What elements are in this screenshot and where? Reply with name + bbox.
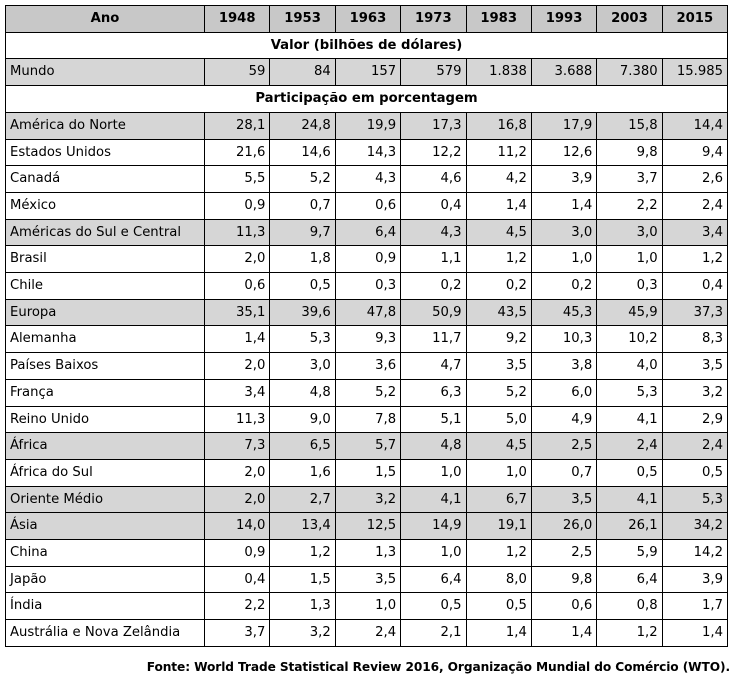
value-cell: 12,6 bbox=[531, 139, 596, 166]
row-label: Países Baixos bbox=[6, 353, 205, 380]
value-cell: 9,2 bbox=[466, 326, 531, 353]
value-cell: 26,1 bbox=[597, 513, 662, 540]
value-cell: 0,6 bbox=[531, 593, 596, 620]
value-cell: 26,0 bbox=[531, 513, 596, 540]
row-label: Brasil bbox=[6, 246, 205, 273]
value-cell: 43,5 bbox=[466, 299, 531, 326]
value-cell: 2,0 bbox=[205, 459, 270, 486]
trade-table-container bbox=[5, 5, 730, 674]
value-cell: 14,4 bbox=[662, 112, 727, 139]
value-cell: 1,0 bbox=[531, 246, 596, 273]
value-cell: 47,8 bbox=[335, 299, 400, 326]
value-cell: 9,0 bbox=[270, 406, 335, 433]
row-label-mundo: Mundo bbox=[6, 59, 205, 86]
value-cell: 0,5 bbox=[466, 593, 531, 620]
table-row bbox=[6, 112, 728, 139]
header-row bbox=[6, 6, 728, 33]
value-cell: 1,2 bbox=[662, 246, 727, 273]
table-row bbox=[6, 379, 728, 406]
value-cell: 4,1 bbox=[597, 406, 662, 433]
value-cell: 4,6 bbox=[401, 166, 466, 193]
table-row bbox=[6, 326, 728, 353]
row-label: Chile bbox=[6, 273, 205, 300]
export-share-table bbox=[5, 5, 728, 647]
source-caption: Fonte: World Trade Statistical Review 2016, Organização Mundial do Comércio (WTO). bbox=[146, 660, 730, 674]
year-header-1973: 1973 bbox=[401, 6, 466, 33]
value-cell: 5,7 bbox=[335, 433, 400, 460]
value-cell: 6,7 bbox=[466, 486, 531, 513]
table-row bbox=[6, 620, 728, 647]
value-cell: 4,5 bbox=[466, 433, 531, 460]
value-cell: 4,2 bbox=[466, 166, 531, 193]
value-cell: 11,7 bbox=[401, 326, 466, 353]
value-cell: 50,9 bbox=[401, 299, 466, 326]
value-cell: 5,9 bbox=[597, 540, 662, 567]
value-cell: 11,3 bbox=[205, 219, 270, 246]
value-cell: 5,2 bbox=[335, 379, 400, 406]
value-cell: 1,0 bbox=[597, 246, 662, 273]
value-cell: 1,0 bbox=[401, 540, 466, 567]
value-cell: 1,4 bbox=[531, 620, 596, 647]
value-cell: 1,4 bbox=[466, 620, 531, 647]
value-cell: 39,6 bbox=[270, 299, 335, 326]
value-cell: 0,2 bbox=[401, 273, 466, 300]
value-cell: 8,0 bbox=[466, 566, 531, 593]
value-cell: 1,4 bbox=[662, 620, 727, 647]
value-cell: 1,0 bbox=[335, 593, 400, 620]
value-cell: 0,8 bbox=[597, 593, 662, 620]
value-cell: 17,3 bbox=[401, 112, 466, 139]
value-cell: 2,4 bbox=[597, 433, 662, 460]
world-value-cell: 59 bbox=[205, 59, 270, 86]
value-cell: 0,5 bbox=[662, 459, 727, 486]
value-cell: 17,9 bbox=[531, 112, 596, 139]
value-cell: 34,2 bbox=[662, 513, 727, 540]
value-cell: 9,8 bbox=[597, 139, 662, 166]
year-header-1948: 1948 bbox=[205, 6, 270, 33]
row-label: América do Norte bbox=[6, 112, 205, 139]
value-cell: 4,1 bbox=[597, 486, 662, 513]
world-value-cell: 15.985 bbox=[662, 59, 727, 86]
value-cell: 10,2 bbox=[597, 326, 662, 353]
value-cell: 2,4 bbox=[662, 192, 727, 219]
value-cell: 9,4 bbox=[662, 139, 727, 166]
value-cell: 2,4 bbox=[662, 433, 727, 460]
value-cell: 0,7 bbox=[270, 192, 335, 219]
value-cell: 16,8 bbox=[466, 112, 531, 139]
year-header-cell: Ano bbox=[6, 6, 205, 33]
value-cell: 6,3 bbox=[401, 379, 466, 406]
row-label: Austrália e Nova Zelândia bbox=[6, 620, 205, 647]
world-value-cell: 579 bbox=[401, 59, 466, 86]
year-header-1993: 1993 bbox=[531, 6, 596, 33]
row-label: Europa bbox=[6, 299, 205, 326]
value-cell: 14,3 bbox=[335, 139, 400, 166]
value-cell: 5,3 bbox=[270, 326, 335, 353]
value-cell: 3,8 bbox=[531, 353, 596, 380]
row-label: China bbox=[6, 540, 205, 567]
table-row bbox=[6, 246, 728, 273]
table-body bbox=[6, 6, 728, 647]
world-value-cell: 3.688 bbox=[531, 59, 596, 86]
value-cell: 1,0 bbox=[401, 459, 466, 486]
year-header-2015: 2015 bbox=[662, 6, 727, 33]
table-row bbox=[6, 353, 728, 380]
value-cell: 4,3 bbox=[401, 219, 466, 246]
value-cell: 6,4 bbox=[597, 566, 662, 593]
value-cell: 45,9 bbox=[597, 299, 662, 326]
value-cell: 4,0 bbox=[597, 353, 662, 380]
value-cell: 4,8 bbox=[401, 433, 466, 460]
value-cell: 6,5 bbox=[270, 433, 335, 460]
value-cell: 4,8 bbox=[270, 379, 335, 406]
value-cell: 19,1 bbox=[466, 513, 531, 540]
value-cell: 3,6 bbox=[335, 353, 400, 380]
world-value-cell: 157 bbox=[335, 59, 400, 86]
value-cell: 0,3 bbox=[335, 273, 400, 300]
value-cell: 4,7 bbox=[401, 353, 466, 380]
value-cell: 7,8 bbox=[335, 406, 400, 433]
value-cell: 1,5 bbox=[270, 566, 335, 593]
value-cell: 13,4 bbox=[270, 513, 335, 540]
row-label: Ásia bbox=[6, 513, 205, 540]
value-cell: 5,1 bbox=[401, 406, 466, 433]
table-row bbox=[6, 593, 728, 620]
value-cell: 9,7 bbox=[270, 219, 335, 246]
value-cell: 11,3 bbox=[205, 406, 270, 433]
value-cell: 1,1 bbox=[401, 246, 466, 273]
value-cell: 14,2 bbox=[662, 540, 727, 567]
value-cell: 5,0 bbox=[466, 406, 531, 433]
value-cell: 5,5 bbox=[205, 166, 270, 193]
value-cell: 1,8 bbox=[270, 246, 335, 273]
value-cell: 12,2 bbox=[401, 139, 466, 166]
value-cell: 4,1 bbox=[401, 486, 466, 513]
value-cell: 1,5 bbox=[335, 459, 400, 486]
world-row bbox=[6, 59, 728, 86]
section-title-value: Valor (bilhões de dólares) bbox=[6, 32, 728, 59]
value-cell: 0,4 bbox=[662, 273, 727, 300]
value-cell: 28,1 bbox=[205, 112, 270, 139]
value-cell: 6,4 bbox=[335, 219, 400, 246]
table-row bbox=[6, 299, 728, 326]
value-cell: 0,9 bbox=[205, 540, 270, 567]
value-cell: 2,2 bbox=[205, 593, 270, 620]
table-row bbox=[6, 513, 728, 540]
table-row bbox=[6, 433, 728, 460]
value-cell: 0,5 bbox=[597, 459, 662, 486]
row-label: Oriente Médio bbox=[6, 486, 205, 513]
table-row bbox=[6, 540, 728, 567]
value-cell: 0,2 bbox=[531, 273, 596, 300]
value-cell: 0,7 bbox=[531, 459, 596, 486]
value-cell: 3,9 bbox=[662, 566, 727, 593]
value-cell: 1,2 bbox=[270, 540, 335, 567]
value-cell: 12,5 bbox=[335, 513, 400, 540]
value-cell: 1,3 bbox=[270, 593, 335, 620]
value-cell: 4,3 bbox=[335, 166, 400, 193]
value-cell: 2,1 bbox=[401, 620, 466, 647]
value-cell: 2,6 bbox=[662, 166, 727, 193]
value-cell: 4,5 bbox=[466, 219, 531, 246]
value-cell: 0,5 bbox=[270, 273, 335, 300]
value-cell: 0,3 bbox=[597, 273, 662, 300]
value-cell: 1,2 bbox=[466, 246, 531, 273]
value-cell: 3,5 bbox=[662, 353, 727, 380]
value-cell: 6,0 bbox=[531, 379, 596, 406]
row-label: Canadá bbox=[6, 166, 205, 193]
value-cell: 1,7 bbox=[662, 593, 727, 620]
value-cell: 0,6 bbox=[205, 273, 270, 300]
value-cell: 8,3 bbox=[662, 326, 727, 353]
value-cell: 3,5 bbox=[466, 353, 531, 380]
table-row bbox=[6, 139, 728, 166]
value-cell: 5,2 bbox=[466, 379, 531, 406]
value-cell: 2,0 bbox=[205, 486, 270, 513]
value-cell: 3,7 bbox=[597, 166, 662, 193]
value-cell: 2,5 bbox=[531, 540, 596, 567]
value-cell: 3,0 bbox=[270, 353, 335, 380]
value-cell: 1,4 bbox=[531, 192, 596, 219]
value-cell: 5,3 bbox=[662, 486, 727, 513]
value-cell: 21,6 bbox=[205, 139, 270, 166]
value-cell: 37,3 bbox=[662, 299, 727, 326]
row-label: Índia bbox=[6, 593, 205, 620]
section-row-share bbox=[6, 86, 728, 113]
value-cell: 3,5 bbox=[531, 486, 596, 513]
value-cell: 3,2 bbox=[662, 379, 727, 406]
table-row bbox=[6, 486, 728, 513]
value-cell: 0,9 bbox=[335, 246, 400, 273]
value-cell: 1,2 bbox=[597, 620, 662, 647]
value-cell: 35,1 bbox=[205, 299, 270, 326]
value-cell: 0,4 bbox=[205, 566, 270, 593]
value-cell: 3,7 bbox=[205, 620, 270, 647]
table-row bbox=[6, 406, 728, 433]
year-header-2003: 2003 bbox=[597, 6, 662, 33]
row-label: México bbox=[6, 192, 205, 219]
value-cell: 9,3 bbox=[335, 326, 400, 353]
value-cell: 1,6 bbox=[270, 459, 335, 486]
table-row bbox=[6, 192, 728, 219]
table-row bbox=[6, 566, 728, 593]
value-cell: 2,0 bbox=[205, 246, 270, 273]
table-row bbox=[6, 219, 728, 246]
row-label: Japão bbox=[6, 566, 205, 593]
table-row bbox=[6, 166, 728, 193]
value-cell: 14,6 bbox=[270, 139, 335, 166]
world-value-cell: 7.380 bbox=[597, 59, 662, 86]
value-cell: 3,0 bbox=[531, 219, 596, 246]
world-value-cell: 1.838 bbox=[466, 59, 531, 86]
value-cell: 0,9 bbox=[205, 192, 270, 219]
value-cell: 19,9 bbox=[335, 112, 400, 139]
value-cell: 2,5 bbox=[531, 433, 596, 460]
value-cell: 2,4 bbox=[335, 620, 400, 647]
value-cell: 0,5 bbox=[401, 593, 466, 620]
world-value-cell: 84 bbox=[270, 59, 335, 86]
value-cell: 2,0 bbox=[205, 353, 270, 380]
value-cell: 2,2 bbox=[597, 192, 662, 219]
value-cell: 24,8 bbox=[270, 112, 335, 139]
value-cell: 0,4 bbox=[401, 192, 466, 219]
row-label: Alemanha bbox=[6, 326, 205, 353]
value-cell: 1,2 bbox=[466, 540, 531, 567]
value-cell: 9,8 bbox=[531, 566, 596, 593]
value-cell: 45,3 bbox=[531, 299, 596, 326]
table-row bbox=[6, 459, 728, 486]
year-header-1983: 1983 bbox=[466, 6, 531, 33]
row-label: Estados Unidos bbox=[6, 139, 205, 166]
value-cell: 4,9 bbox=[531, 406, 596, 433]
value-cell: 3,5 bbox=[335, 566, 400, 593]
value-cell: 11,2 bbox=[466, 139, 531, 166]
value-cell: 10,3 bbox=[531, 326, 596, 353]
section-row-value bbox=[6, 32, 728, 59]
value-cell: 15,8 bbox=[597, 112, 662, 139]
section-title-share: Participação em porcentagem bbox=[6, 86, 728, 113]
row-label: Américas do Sul e Central bbox=[6, 219, 205, 246]
value-cell: 3,2 bbox=[270, 620, 335, 647]
row-label: Reino Unido bbox=[6, 406, 205, 433]
value-cell: 1,3 bbox=[335, 540, 400, 567]
table-row bbox=[6, 273, 728, 300]
row-label: África bbox=[6, 433, 205, 460]
value-cell: 0,2 bbox=[466, 273, 531, 300]
row-label: África do Sul bbox=[6, 459, 205, 486]
row-label: França bbox=[6, 379, 205, 406]
year-header-1953: 1953 bbox=[270, 6, 335, 33]
value-cell: 1,4 bbox=[205, 326, 270, 353]
value-cell: 14,0 bbox=[205, 513, 270, 540]
value-cell: 2,9 bbox=[662, 406, 727, 433]
value-cell: 1,0 bbox=[466, 459, 531, 486]
value-cell: 2,7 bbox=[270, 486, 335, 513]
value-cell: 3,4 bbox=[205, 379, 270, 406]
value-cell: 3,0 bbox=[597, 219, 662, 246]
value-cell: 0,6 bbox=[335, 192, 400, 219]
value-cell: 5,3 bbox=[597, 379, 662, 406]
value-cell: 3,2 bbox=[335, 486, 400, 513]
value-cell: 7,3 bbox=[205, 433, 270, 460]
value-cell: 6,4 bbox=[401, 566, 466, 593]
value-cell: 5,2 bbox=[270, 166, 335, 193]
value-cell: 3,4 bbox=[662, 219, 727, 246]
value-cell: 14,9 bbox=[401, 513, 466, 540]
value-cell: 3,9 bbox=[531, 166, 596, 193]
value-cell: 1,4 bbox=[466, 192, 531, 219]
year-header-1963: 1963 bbox=[335, 6, 400, 33]
